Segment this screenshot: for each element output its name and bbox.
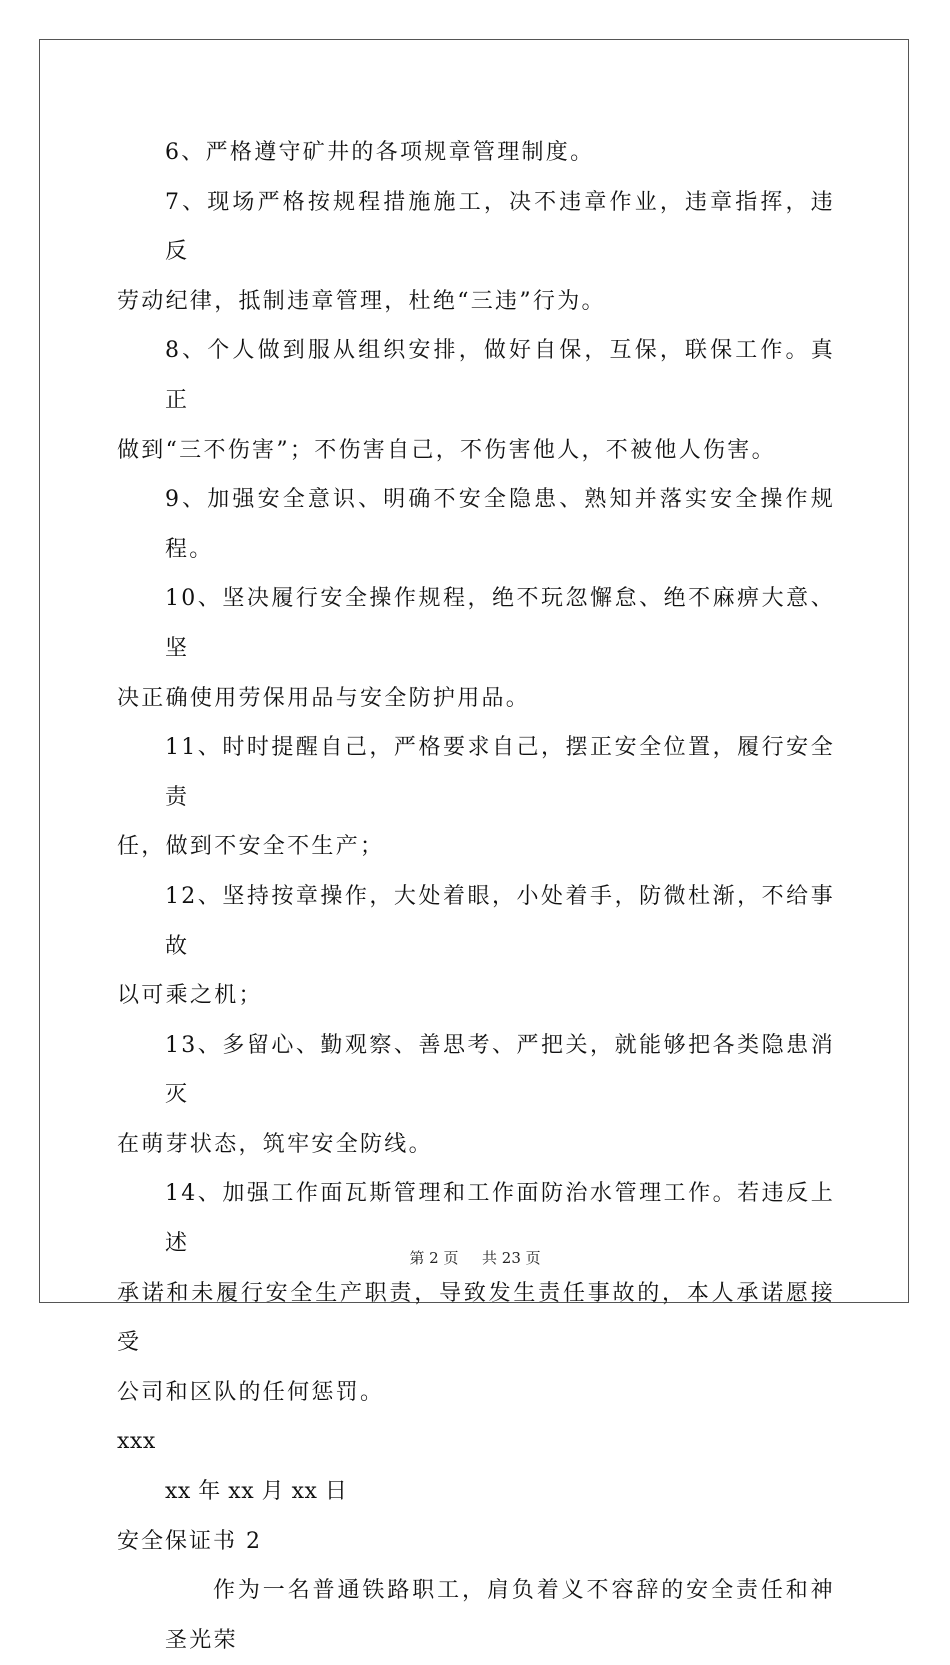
page-total: 共 23 页: [482, 1249, 541, 1267]
paragraph-item: [117, 574, 835, 723]
paragraph-line: 做到“三不伤害”；不伤害自己，不伤害他人，不被他人伤害。: [117, 437, 776, 463]
section-title: 安全保证书 2: [117, 1528, 262, 1554]
paragraph-item: [117, 475, 835, 574]
paragraph-line: 任，做到不安全不生产；: [117, 834, 385, 860]
paragraph-item: [117, 1169, 835, 1417]
paragraph-line: 7、现场严格按规程措施施工，决不违章作业，违章指挥，违反: [165, 189, 835, 265]
paragraph-line: 10、坚决履行安全操作规程，绝不玩忽懈怠、绝不麻痹大意、坚: [165, 586, 835, 661]
paragraph-line: 承诺和未履行安全生产职责，导致发生责任事故的，本人承诺愿接受: [117, 1280, 835, 1356]
paragraph-line: 14、加强工作面瓦斯管理和工作面防治水管理工作。若违反上述: [165, 1181, 835, 1257]
page-number: 第 2 页: [409, 1249, 459, 1267]
paragraph-line: 以可乘之机；: [117, 983, 263, 1009]
paragraph-item: [117, 178, 835, 327]
paragraph-line: 6、严格遵守矿井的各项规章管理制度。: [165, 140, 595, 165]
paragraph-line: 11、时时提醒自己，严格要求自己，摆正安全位置，履行安全责: [165, 735, 835, 810]
paragraph-intro: [117, 1566, 835, 1665]
paragraph-line: 劳动纪律，抵制违章管理，杜绝“三违”行为。: [117, 288, 606, 314]
paragraph-line: 13、多留心、勤观察、善思考、严把关，就能够把各类隐患消灭: [165, 1032, 835, 1108]
paragraph-line: 9、加强安全意识、明确不安全隐患、熟知并落实安全操作规程。: [165, 487, 835, 562]
signature-date: xx 年 xx 月 xx 日: [165, 1479, 348, 1505]
paragraph-line: 作为一名普通铁路职工，肩负着义不容辞的安全责任和神圣光荣: [165, 1578, 835, 1653]
paragraph-item: [117, 1021, 835, 1170]
paragraph-line: 决正确使用劳保用品与安全防护用品。: [117, 685, 531, 711]
signature-name: xxx: [117, 1429, 156, 1455]
document-body: [117, 128, 835, 1665]
paragraph-item: [117, 326, 835, 475]
paragraph-line: 8、个人做到服从组织安排，做好自保，互保，联保工作。真正: [165, 338, 835, 413]
paragraph-item: [117, 872, 835, 1021]
paragraph-item: [117, 723, 835, 872]
page-footer: [0, 1247, 950, 1268]
paragraph-line: 公司和区队的任何惩罚。: [117, 1379, 385, 1405]
paragraph-line: 12、坚持按章操作，大处着眼，小处着手，防微杜渐，不给事故: [165, 883, 835, 959]
paragraph-line: 在萌芽状态，筑牢安全防线。: [117, 1131, 433, 1157]
paragraph-list: [117, 128, 835, 1417]
paragraph-item: [117, 128, 835, 178]
